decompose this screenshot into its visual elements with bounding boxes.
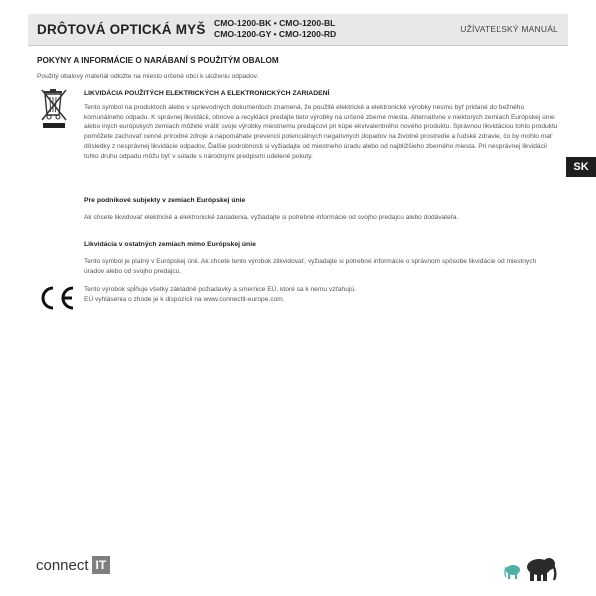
model-line-2: CMO-1200-GY • CMO-1200-RD <box>214 28 337 39</box>
crossed-out-wheelie-bin-icon <box>40 88 70 130</box>
section-intro: Použitý obalový materiál odložte na miesto určené obcí k uloženiu odpadov. <box>37 73 259 80</box>
ce-line-1: Tento výrobok spĺňuje všetky základné požiadavky a smernice EÚ, ktoré sa k nemu vzťahujú. <box>84 286 356 293</box>
language-badge: SK <box>566 157 596 177</box>
logo-word: connect <box>36 556 89 574</box>
ce-statement <box>84 285 558 304</box>
model-numbers <box>214 18 336 39</box>
ce-line-2: EÚ vyhlásenia o zhode je k dispozícii na www.connectit-europe.com. <box>84 295 285 303</box>
elephant-icon <box>504 553 558 583</box>
business-heading: Pre podnikové subjekty v zemiach Európskej únie <box>84 197 246 204</box>
manual-label: UŽÍVATEĽSKÝ MANUÁL <box>460 24 558 34</box>
ce-mark-icon <box>36 286 76 310</box>
weee-heading: LIKVIDÁCIA POUŽITÝCH ELEKTRICKÝCH A ELEKTRONICKÝCH ZARIADENÍ <box>84 90 330 97</box>
product-title: DRÔTOVÁ OPTICKÁ MYŠ <box>37 22 206 37</box>
weee-body: Tento symbol na produktoch alebo v sprievodných dokumentoch znamená, že použité elektrické a elektronické výrobky nesmú byť pridané do bežného komunálneho odpadu. K správnej likvidácii, obnove a recyklácii predajte tieto výrobky na určené zberné miesta. Alternatívne v niektorých zemiach Európskej únie alebo iných európskych zemiach môžete vrátiť svoje výrobky miestnemu predajcovi pri kúpe ekvivalentného nového produktu. Správnou likvidáciou tohto produktu pomôžete zachovať cenné prírodné zdroje a napomáhate prevencii potenciálnych negatívnych dopadov na životné prostredie a ľudské zdravie, čo by mohlo mať dôsledky z nesprávnej likvidácie odpadov. Ďalšie podrobnosti si vyžiadajte od miestneho úradu alebo od najbližšieho zberného miesta. Pri nesprávnej likvidácii tohto druhu odpadu môžu byť v súlade s národnými predpismi udelené pokuty. <box>84 104 558 160</box>
header-bar <box>28 14 568 46</box>
business-body: Ak chcete likvidovať elektrické a elektronické zariadenia, vyžiadajte si potrebné informácie od svojho predajcu alebo dodávateľa. <box>84 214 459 221</box>
connect-it-logo <box>36 556 110 574</box>
section-title: POKYNY A INFORMÁCIE O NARÁBANÍ S POUŽITÝM OBALOM <box>37 56 279 65</box>
logo-it-box: IT <box>92 556 111 574</box>
outside-eu-body: Tento symbol je platný v Európskej únii. Ak chcete tento výrobok zlikvidovať, vyžiadajte si potrebné informácie o správnom spôsobe likvidácie od miestnych úradov alebo od svojho predajcu. <box>84 258 537 275</box>
model-line-1: CMO-1200-BK • CMO-1200-BL <box>214 18 336 28</box>
outside-eu-heading: Likvidácia v ostatných zemiach mimo Európskej únie <box>84 241 256 248</box>
